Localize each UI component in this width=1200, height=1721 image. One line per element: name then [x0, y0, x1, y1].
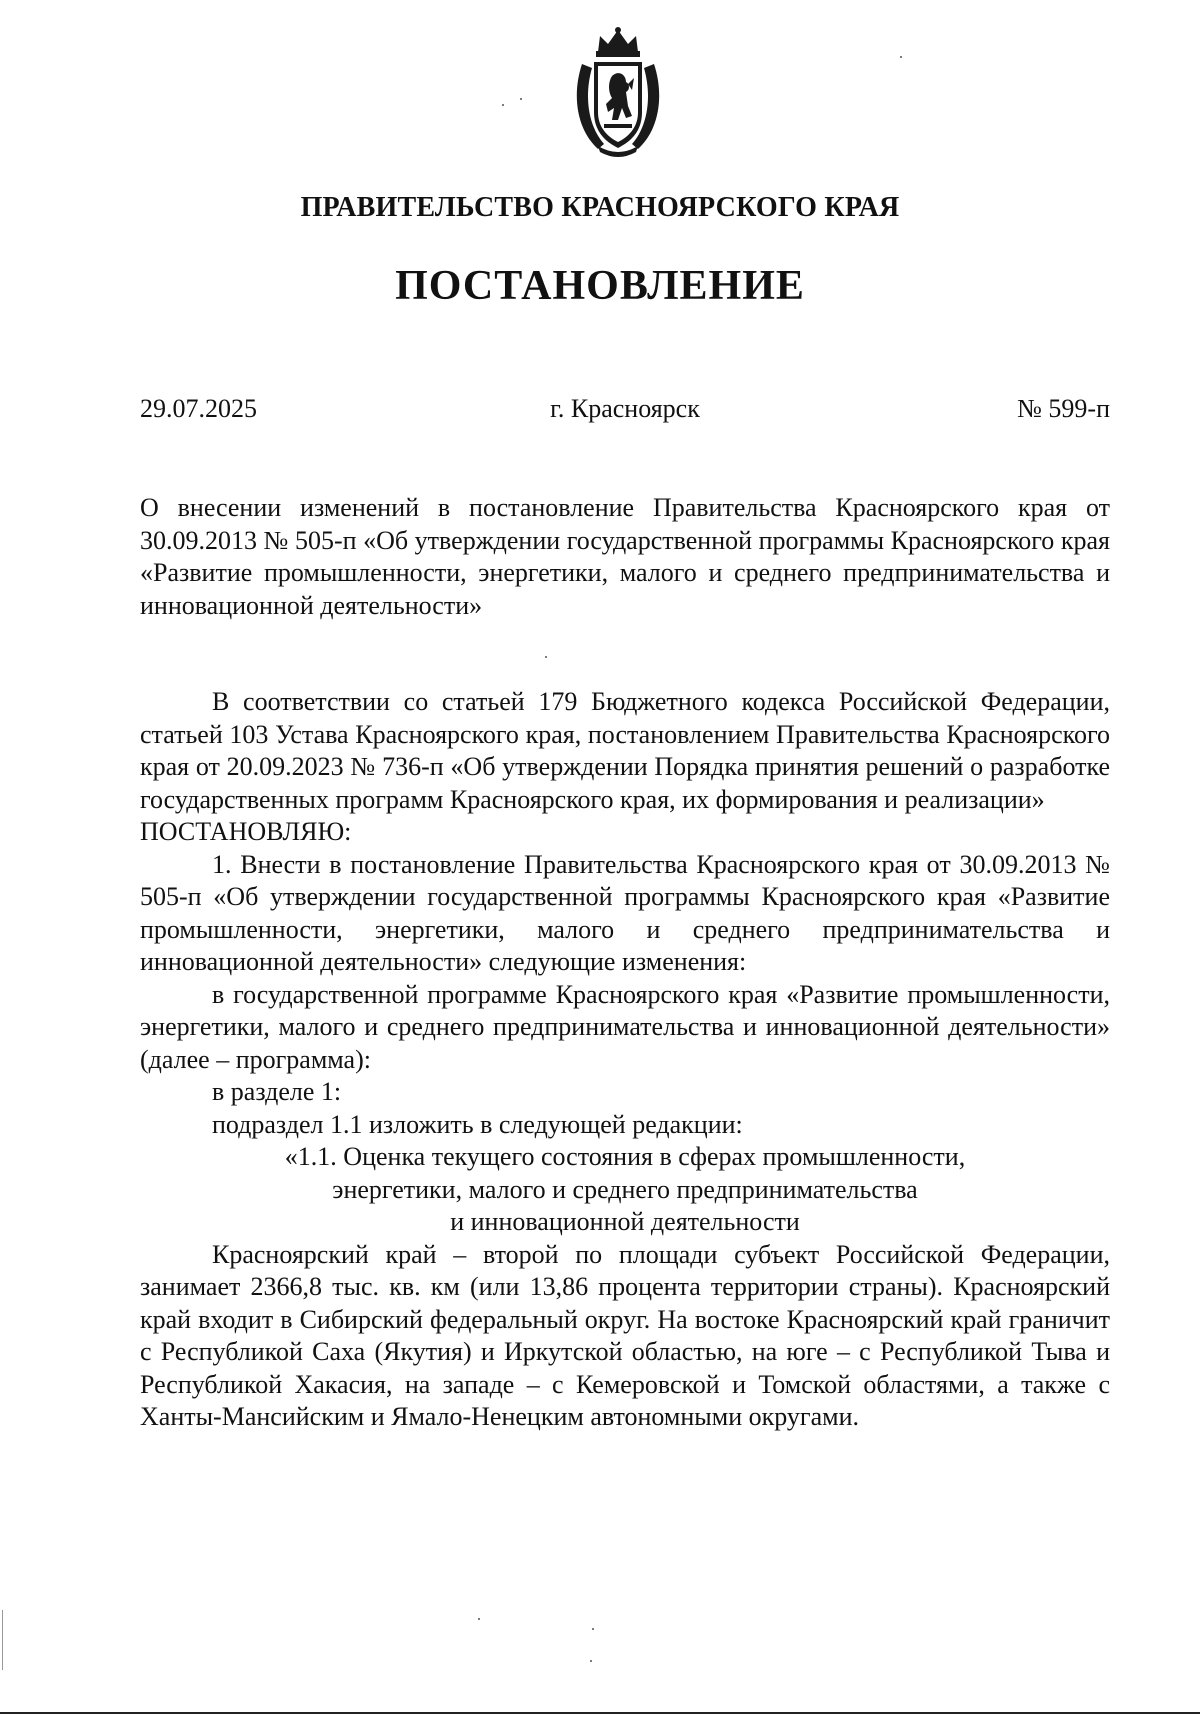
- document-date: 29.07.2025: [140, 394, 257, 423]
- scan-edge-left: [2, 1610, 3, 1670]
- subsection-heading: [140, 1141, 1110, 1239]
- document-meta-row: [140, 394, 1110, 430]
- document-number: № 599-п: [1017, 394, 1110, 423]
- item-1-sub-paragraph: в государственной программе Красноярского края «Развитие промышленности, энергетики, малого и среднего предпринимательства и инновационной деятельности» (далее – программа):: [140, 979, 1110, 1074]
- document-city: г. Красноярск: [550, 394, 700, 423]
- preamble-paragraph: В соответствии со статьей 179 Бюджетного кодекса Российской Федерации, статьей 103 Устава Красноярского края, постановлением Правительства Красноярского края от 20.09.2023 № 736-п «Об утверждении Порядка принятия решений о разработке государственных программ Красноярского края, их формирования и реализации»: [140, 687, 1110, 814]
- subsection-heading-line-2: энергетики, малого и среднего предпринимательства: [332, 1174, 918, 1204]
- subsection-instruction: подраздел 1.1 изложить в следующей редакции:: [212, 1109, 743, 1139]
- decree-word: ПОСТАНОВЛЯЮ:: [140, 817, 352, 846]
- subsection-heading-line-1: «1.1. Оценка текущего состояния в сферах промышленности,: [284, 1142, 966, 1171]
- subsection-heading-line-3: и инновационной деятельности: [450, 1207, 800, 1236]
- krasnoyarsk-coat-of-arms-icon: [568, 24, 668, 159]
- document-type-title: ПОСТАНОВЛЕНИЕ: [395, 263, 805, 309]
- document-subject: О внесении изменений в постановление Правительства Красноярского края от 30.09.2013 № 505-п «Об утверждении государственной программы Красноярского края «Развитие промышленности, энергетики, малого и среднего предпринимательства и инновационной деятельности»: [140, 493, 1110, 620]
- scan-edge-bottom: [0, 1712, 1200, 1714]
- organization-title: ПРАВИТЕЛЬСТВО КРАСНОЯРСКОГО КРАЯ: [300, 192, 900, 223]
- item-1-paragraph: 1. Внести в постановление Правительства Красноярского края от 30.09.2013 № 505-п «Об утверждении государственной программы Красноярского края «Развитие промышленности, энергетики, малого и среднего предпринимательства и инновационной деятельности» следующие изменения:: [140, 849, 1110, 976]
- document-body: [140, 686, 1110, 1434]
- section-reference: в разделе 1:: [212, 1077, 342, 1106]
- content-paragraph: Красноярский край – второй по площади субъект Российской Федерации, занимает 2366,8 тыс. кв. км (или 13,86 процента территории страны). Красноярский край входит в Сибирский федеральный округ. На востоке Красноярский край граничит с Республикой Саха (Якутия) и Иркутской областью, на юге – с Республикой Тыва и Республикой Хакасия, на западе – с Кемеровской и Томской областями, а также с Ханты-Мансийским и Ямало-Ненецким автономными округами.: [140, 1239, 1110, 1431]
